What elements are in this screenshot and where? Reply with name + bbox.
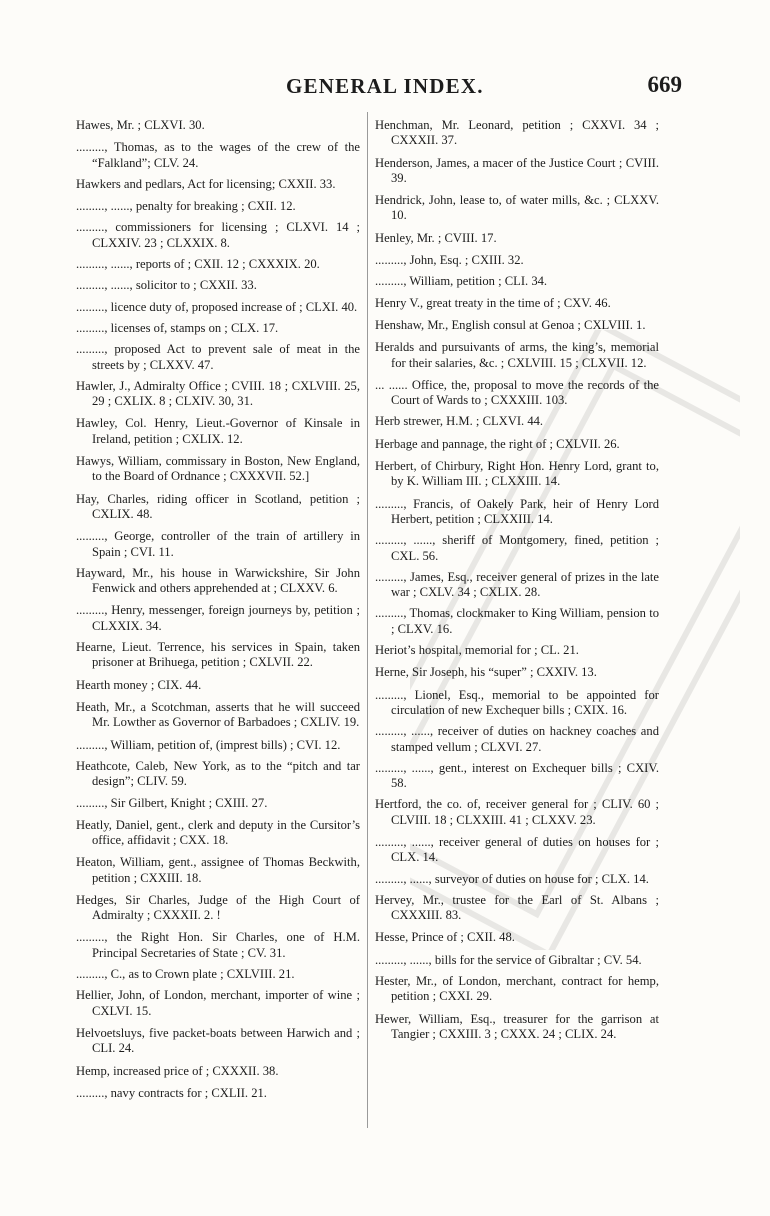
index-entry: Heaton, William, gent., assignee of Thomas Beckwith, petition ; CXXIII. 18. xyxy=(76,855,360,885)
index-entry: ........., ......, bills for the service of Gibraltar ; CV. 54. xyxy=(375,952,642,967)
index-entry: Hester, Mr., of London, merchant, contract for hemp, petition ; CXXI. 29. xyxy=(375,974,659,1004)
index-entry: Hemp, increased price of ; CXXXII. 38. xyxy=(76,1063,279,1078)
index-entry: Herb strewer, H.M. ; CLXVI. 44. xyxy=(375,414,544,429)
index-entry: ........., John, Esq. ; CXIII. 32. xyxy=(375,253,524,268)
index-entry: Henry V., great treaty in the time of ; CXV. 46. xyxy=(375,295,611,310)
index-entry: ........., ......, gent., interest on Exchequer bills ; CXIV. 58. xyxy=(375,760,659,791)
index-entry: Hertford, the co. of, receiver general for ; CLIV. 60 ; CLVIII. 18 ; CLXXIII. 41 ; CLXXV. 23. xyxy=(375,797,659,827)
index-entry: Hedges, Sir Charles, Judge of the High Court of Admiralty ; CXXXII. 2. ! xyxy=(76,892,360,923)
index-entry: Hervey, Mr., trustee for the Earl of St. Albans ; CXXXIII. 83. xyxy=(375,892,659,923)
index-entry: Heralds and pursuivants of arms, the king’s, memorial for their salaries, &c. ; CXLVIII. 15 ; CLXVII. 12. xyxy=(375,340,659,370)
index-entry: Hellier, John, of London, merchant, importer of wine ; CXLVI. 15. xyxy=(76,988,360,1018)
index-entry: Hawys, William, commissary in Boston, New England, to the Board of Ordnance ; CXXXVII. 52.] xyxy=(76,454,360,484)
index-entry: Henley, Mr. ; CVIII. 17. xyxy=(375,230,497,245)
index-entry: Hewer, William, Esq., treasurer for the garrison at Tangier ; CXXIII. 3 ; CXXX. 24 ; CLIX. 24. xyxy=(375,1011,659,1041)
index-entry: ........., Sir Gilbert, Knight ; CXIII. 27. xyxy=(76,796,268,811)
index-entry: Hawes, Mr. ; CLXVI. 30. xyxy=(76,118,205,132)
index-entry: Hearne, Lieut. Terrence, his services in Spain, taken prisoner at Brihuega, petition ; CXLVII. 22. xyxy=(76,640,360,670)
index-entry: ........., ......, solicitor to ; CXXII. 33. xyxy=(76,278,257,293)
index-entry: Heriot’s hospital, memorial for ; CL. 21. xyxy=(375,643,579,658)
index-entry: Heathcote, Caleb, New York, as to the “pitch and tar design”; CLIV. 59. xyxy=(76,758,360,789)
index-entry: Henchman, Mr. Leonard, petition ; CXXVI. 34 ; CXXXII. 37. xyxy=(375,118,659,148)
index-entry: ........., commissioners for licensing ; CLXVI. 14 ; CLXXIV. 23 ; CLXXIX. 8. xyxy=(76,220,360,250)
column-divider xyxy=(367,112,368,1128)
index-entry: Hawkers and pedlars, Act for licensing; CXXII. 33. xyxy=(76,176,336,191)
index-entry: Herbage and pannage, the right of ; CXLVII. 26. xyxy=(375,436,620,451)
index-entry: ........., Francis, of Oakely Park, heir of Henry Lord Herbert, petition ; CLXXIII. 14. xyxy=(375,496,659,526)
index-entry: Herbert, of Chirbury, Right Hon. Henry Lord, grant to, by K. William III. ; CLXXIII. 14. xyxy=(375,459,659,489)
index-entry: ........., ......, surveyor of duties on house for ; CLX. 14. xyxy=(375,871,649,886)
index-entry: ........., ......, receiver general of duties on houses for ; CLX. 14. xyxy=(375,834,659,865)
index-entry: ........., Thomas, clockmaker to King William, pension to ; CLXV. 16. xyxy=(375,606,659,636)
index-entry: ........., William, petition ; CLI. 34. xyxy=(375,274,548,289)
index-entry: Hearth money ; CIX. 44. xyxy=(76,677,202,692)
index-entry: Henderson, James, a macer of the Justice Court ; CVIII. 39. xyxy=(375,155,659,185)
index-entry: Hay, Charles, riding officer in Scotland, petition ; CXLIX. 48. xyxy=(76,491,360,521)
index-entry: ........., James, Esq., receiver general of prizes in the late war ; CXLV. 34 ; CXLIX. 28. xyxy=(375,569,659,600)
index-entry: ........., Lionel, Esq., memorial to be appointed for circulation of new Exchequer bills ; CXIX. 16. xyxy=(375,687,659,717)
index-entry: Herne, Sir Joseph, his “super” ; CXXIV. 13. xyxy=(375,665,597,680)
index-entry: ... ...... Office, the, proposal to move the records of the Court of Wards to ; CXXXIII. 103. xyxy=(375,377,659,408)
index-column-left xyxy=(76,118,360,1107)
index-entry: ........., C., as to Crown plate ; CXLVIII. 21. xyxy=(76,967,295,982)
index-entry: ........., proposed Act to prevent sale of meat in the streets by ; CLXXV. 47. xyxy=(76,342,360,372)
index-entry: ........., ......, reports of ; CXII. 12 ; CXXXIX. 20. xyxy=(76,257,320,272)
index-entry: Heatly, Daniel, gent., clerk and deputy in the Cursitor’s office, affidavit ; CXX. 18. xyxy=(76,817,360,847)
index-entry: ........., ......, receiver of duties on hackney coaches and stamped vellum ; CLXVI. 27. xyxy=(375,724,659,754)
index-entry: ........., licenses of, stamps on ; CLX. 17. xyxy=(76,320,279,335)
index-entry: Helvoetsluys, five packet-boats between Harwich and ; CLI. 24. xyxy=(76,1025,360,1056)
index-entry: ........., the Right Hon. Sir Charles, one of H.M. Principal Secretaries of State ; CV. 31. xyxy=(76,930,360,960)
page-header xyxy=(76,74,682,108)
index-entry: Henshaw, Mr., English consul at Genoa ; CXLVIII. 1. xyxy=(375,317,646,332)
index-entry: ........., George, controller of the train of artillery in Spain ; CVI. 11. xyxy=(76,529,360,559)
index-entry: ........., ......, penalty for breaking ; CXII. 12. xyxy=(76,199,296,214)
index-entry: Hayward, Mr., his house in Warwickshire, Sir John Fenwick and others apprehended at ; CLXXV. 6. xyxy=(76,565,360,596)
index-entry: ........., Henry, messenger, foreign journeys by, petition ; CLXXIX. 34. xyxy=(76,603,360,633)
index-entry: ........., ......, sheriff of Montgomery, fined, petition ; CXL. 56. xyxy=(375,533,659,563)
index-entry: Hendrick, John, lease to, of water mills, &c. ; CLXXV. 10. xyxy=(375,193,659,223)
page-number: 669 xyxy=(647,72,682,97)
index-entry: ........., William, petition of, (imprest bills) ; CVI. 12. xyxy=(76,737,341,752)
index-entry: Heath, Mr., a Scotchman, asserts that he will succeed Mr. Lowther as Governor of Barbadoes ; CXLIV. 19. xyxy=(76,699,360,730)
index-column-right xyxy=(375,118,659,1049)
index-entry: Hesse, Prince of ; CXII. 48. xyxy=(375,930,515,945)
index-entry: ........., Thomas, as to the wages of the crew of the “Falkland”; CLV. 24. xyxy=(76,140,360,170)
index-entry: ........., navy contracts for ; CXLII. 21. xyxy=(76,1085,267,1100)
running-title: GENERAL INDEX. xyxy=(286,74,484,98)
index-entry: ........., licence duty of, proposed increase of ; CLXI. 40. xyxy=(76,299,358,314)
index-entry: Hawley, Col. Henry, Lieut.-Governor of Kinsale in Ireland, petition ; CXLIX. 12. xyxy=(76,416,360,446)
index-entry: Hawler, J., Admiralty Office ; CVIII. 18 ; CXLVIII. 25, 29 ; CXLIX. 8 ; CLXIV. 30, 31. xyxy=(76,378,360,409)
